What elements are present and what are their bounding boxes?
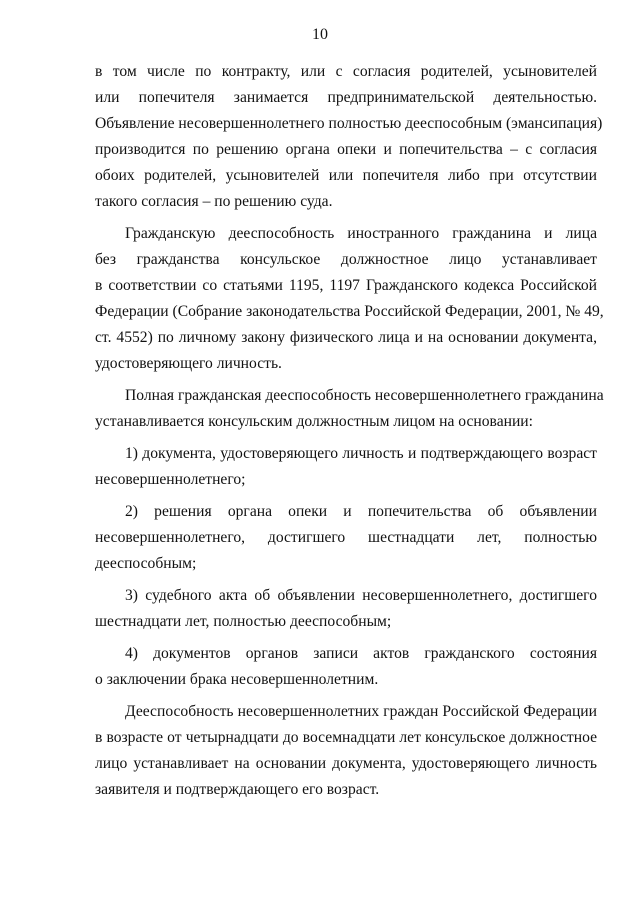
text-line: в возрасте от четырнадцати до восемнадцати лет консульское должностное xyxy=(95,729,597,746)
text-line: обоих родителей, усыновителей или попечителя либо при отсутствии xyxy=(95,167,597,184)
text-line: шестнадцати лет, полностью дееспособным; xyxy=(95,613,392,630)
paragraph xyxy=(95,499,597,577)
text-line: ст. 4552) по личному закону физического лица и на основании документа, xyxy=(95,329,597,346)
paragraph xyxy=(95,641,597,693)
text-line: в том числе по контракту, или с согласия родителей, усыновителей xyxy=(95,63,597,80)
text-line: такого согласия – по решению суда. xyxy=(95,193,333,210)
text-line: о заключении брака несовершеннолетним. xyxy=(95,671,379,688)
paragraph xyxy=(95,699,597,803)
text-line: в соответствии со статьями 1195, 1197 Гражданского кодекса Российской xyxy=(95,277,597,294)
document-body xyxy=(95,59,604,803)
text-line: заявителя и подтверждающего его возраст. xyxy=(95,781,380,798)
paragraph xyxy=(95,383,604,435)
text-line: 4) документов органов записи актов гражданского состояния xyxy=(125,645,597,662)
text-line: 1) документа, удостоверяющего личность и подтверждающего возраст xyxy=(125,445,597,462)
text-line: удостоверяющего личность. xyxy=(95,355,282,372)
text-line: Гражданскую дееспособность иностранного гражданина и лица xyxy=(125,225,597,242)
text-line: Полная гражданская дееспособность несовершеннолетнего гражданина xyxy=(125,387,604,404)
text-line: без гражданства консульское должностное лицо устанавливает xyxy=(95,251,597,268)
page-number: 10 xyxy=(312,26,328,43)
paragraph xyxy=(95,221,604,377)
text-line: лицо устанавливает на основании документа, удостоверяющего личность xyxy=(95,755,597,772)
text-line: несовершеннолетнего; xyxy=(95,471,246,488)
text-line: Дееспособность несовершеннолетних граждан Российской Федерации xyxy=(125,703,597,720)
text-line: несовершеннолетнего, достигшего шестнадцати лет, полностью xyxy=(95,529,597,546)
text-line: 2) решения органа опеки и попечительства об объявлении xyxy=(125,503,597,520)
text-line: производится по решению органа опеки и попечительства – с согласия xyxy=(95,141,597,158)
text-line: устанавливается консульским должностным лицом на основании: xyxy=(95,413,533,430)
text-line: 3) судебного акта об объявлении несовершеннолетнего, достигшего xyxy=(125,587,597,604)
text-line: или попечителя занимается предпринимательской деятельностью. xyxy=(95,89,597,106)
paragraph xyxy=(95,441,597,493)
text-line: Федерации (Собрание законодательства Российской Федерации, 2001, № 49, xyxy=(95,303,604,320)
paragraph xyxy=(95,59,603,215)
text-line: Объявление несовершеннолетнего полностью дееспособным (эмансипация) xyxy=(95,115,603,132)
paragraph xyxy=(95,583,597,635)
text-line: дееспособным; xyxy=(95,555,197,572)
